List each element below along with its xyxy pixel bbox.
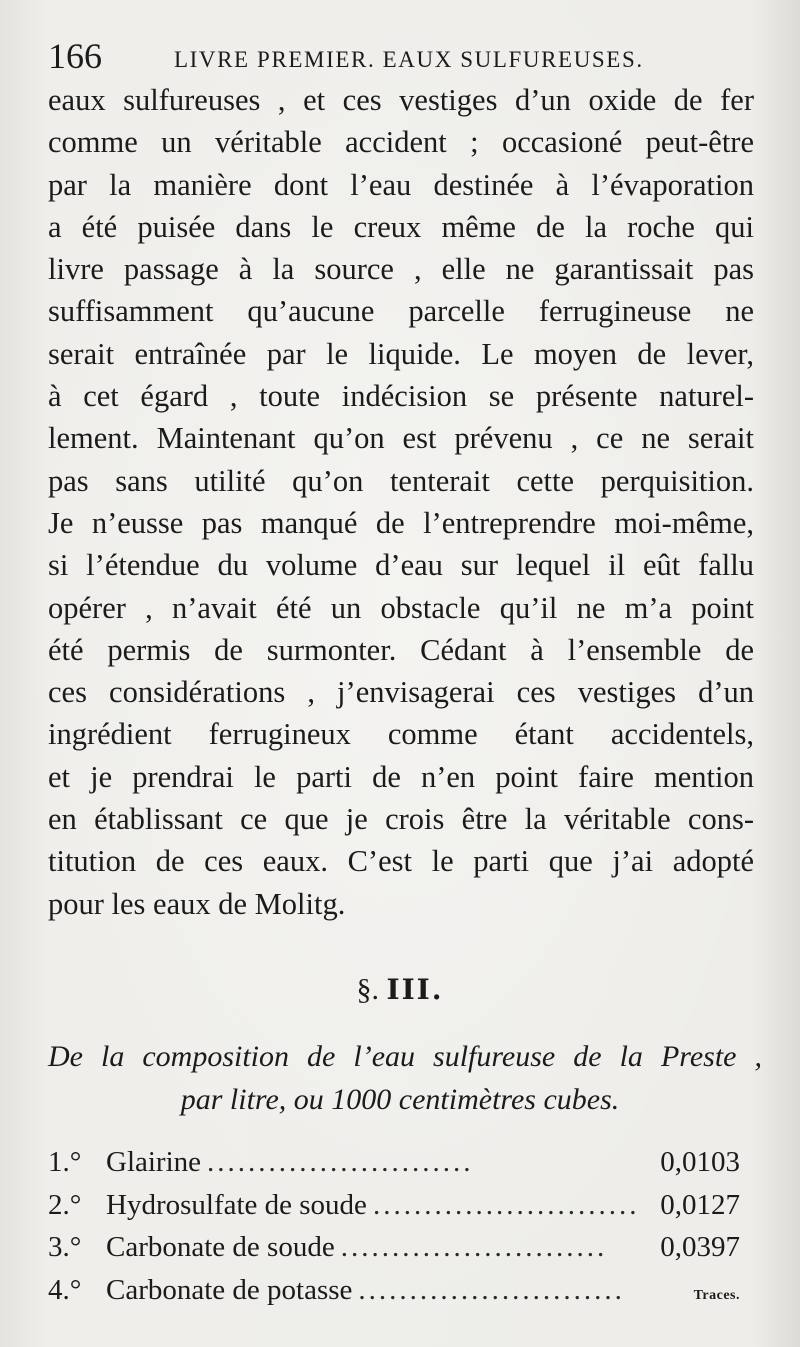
item-label: Carbonate de soude [106,1231,335,1263]
text-line: Je n’eusse pas manqué de l’entreprendre moi-même, [48,505,754,540]
composition-table [48,1141,740,1311]
text-line: à cet égard , toute indécision se présente naturel- [48,379,754,414]
text-line: ces considérations , j’envisagerai ces vestiges d’un [48,675,754,710]
text-line: livre passage à la source , elle ne garantissait pas [48,252,754,287]
text-line: en établissant ce que je crois être la véritable cons- [48,802,754,837]
dot-leader: .......................... [340,1231,608,1263]
item-number: 1.° [48,1146,82,1178]
section-numeral: III. [386,973,444,1006]
text-line: opérer , n’avait été un obstacle qu’il ne m’a point [48,590,754,625]
subtitle-line-1: De la composition de l’eau sulfureuse de la Preste , [48,1040,762,1073]
page-number: 166 [48,36,102,76]
text-line: lement. Maintenant qu’on est prévenu , ce ne serait [48,421,754,456]
section-symbol: §. [356,973,379,1006]
item-label: Carbonate de potasse [106,1273,353,1306]
running-title: LIVRE PREMIER. EAUX SULFUREUSES. [174,47,644,72]
composition-row [48,1141,740,1184]
text-line: ingrédient ferrugineux comme étant accidentels, [48,717,754,752]
item-label: Hydrosulfate de soude [106,1188,367,1221]
text-line: et je prendrai le parti de n’en point faire mention [48,759,754,794]
item-value: 0,0397 [660,1231,740,1263]
item-number: 3.° [48,1231,82,1263]
item-number: 4.° [48,1273,82,1306]
text-line: par la manière dont l’eau destinée à l’évaporation [48,167,754,202]
text-line: pas sans utilité qu’on tenterait cette perquisition. [48,463,754,498]
text-line: pour les eaux de Molitg. [48,886,346,921]
subtitle-line-2: par litre, ou 1000 centimètres cubes. [180,1083,620,1116]
text-line: titution de ces eaux. C’est le parti que j’ai adopté [48,844,754,879]
body-paragraph [48,79,754,925]
composition-row [48,1269,740,1312]
item-number: 2.° [48,1188,82,1221]
text-line: a été puisée dans le creux même de la roche qui [48,209,754,244]
composition-row [48,1184,740,1227]
item-value: 0,0103 [660,1146,740,1178]
text-line: eaux sulfureuses , et ces vestiges d’un oxide de fer [48,83,754,117]
dot-leader: .......................... [358,1273,625,1306]
item-value: 0,0127 [660,1188,740,1221]
text-line: suffisamment qu’aucune parcelle ferrugineuse ne [48,294,754,329]
item-label: Glairine [106,1146,202,1178]
dot-leader: .......................... [207,1146,474,1178]
composition-row [48,1226,740,1269]
section-heading [0,970,800,1010]
text-line: serait entraînée par le liquide. Le moyen de lever, [48,336,754,371]
page-header [48,36,760,80]
item-value: Traces. [693,1287,740,1303]
text-line: comme un véritable accident ; occasioné peut-être [48,125,754,160]
text-line: été permis de surmonter. Cédant à l’ensemble de [48,632,754,667]
text-line: si l’étendue du volume d’eau sur lequel il eût fallu [48,548,754,583]
dot-leader: .......................... [372,1188,640,1221]
